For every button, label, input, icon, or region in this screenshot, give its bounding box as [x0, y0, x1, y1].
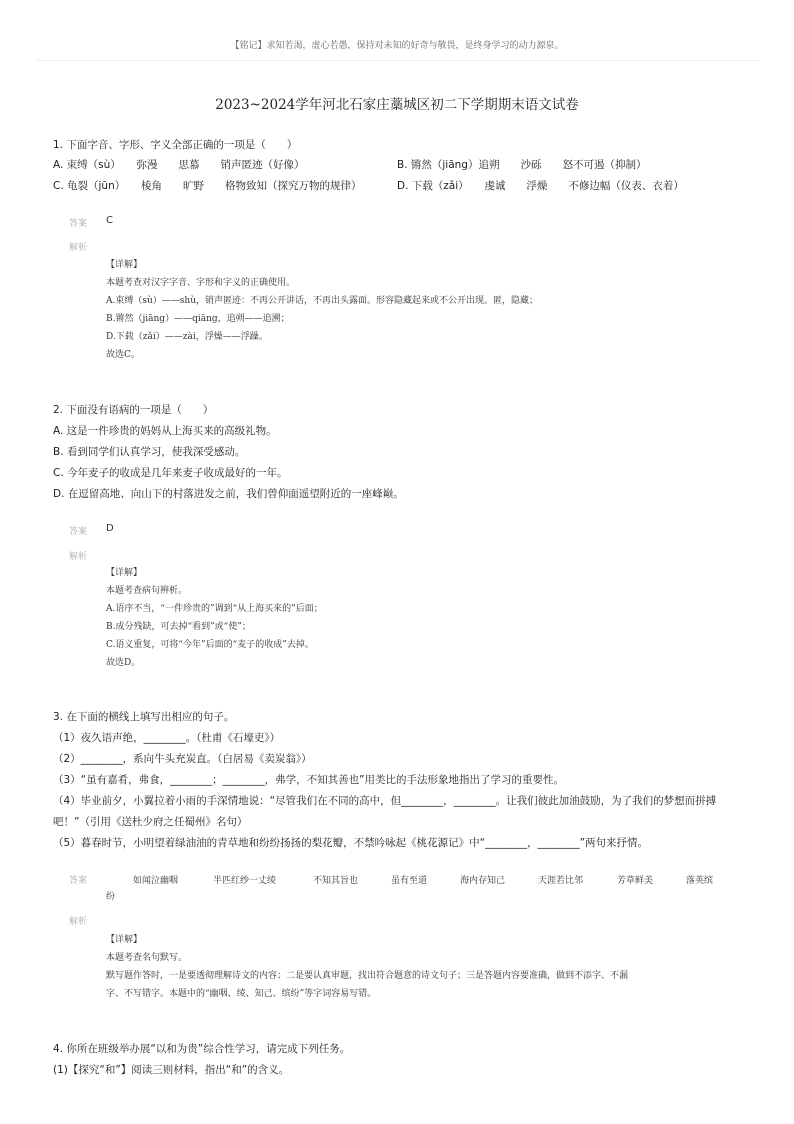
q2-option-c[interactable]: C. 今年麦子的收成是几年来麦子收成最好的一年。: [53, 467, 288, 479]
q3-exp-line: 字、不写错字。本题中的“幽咽、绫、知己、缤纷”等字词容易写错。: [106, 989, 377, 999]
q2-exp-line: B.成分残缺，可去掉“看到”或“使”；: [106, 622, 251, 632]
q3-answer-item: 虽有至道: [391, 876, 428, 886]
q3-exp-line: 默写题作答时，一是要透彻理解诗文的内容；二是要认真审题，找出符合题意的诗文句子；三是答题内容要准确，做到不添字、不漏: [106, 971, 629, 981]
q4-subtask-1: (1)【探究“和”】阅读三则材料，指出“和”的含义。: [53, 1064, 290, 1076]
q3-line: （2）________，系向牛头充炭直。（白居易《卖炭翁》）: [53, 753, 312, 765]
q1-answer-label: 答案: [69, 219, 88, 229]
q3-answer-item: 落英缤: [686, 876, 714, 886]
q1-exp-line: 故选C。: [106, 350, 140, 360]
q3-line: （3）“虽有嘉肴，弗食，________；________，弗学，不知其善也”用类比的手法形象地指出了学习的重要性。: [53, 774, 565, 786]
q1-exp-line: D.下载（zǎi）——zài，浮燥——浮躁。: [106, 332, 268, 342]
q1-stem: 1. 下面字音、字形、字义全部正确的一项是（ ）: [53, 139, 298, 151]
q2-answer-label: 答案: [69, 527, 88, 537]
q3-answer-label: 答案: [69, 876, 88, 886]
q4-stem: 4. 你所在班级举办展“以和为贵”综合性学习，请完成下列任务。: [53, 1043, 351, 1055]
q3-line: 吧！”（引用《送杜少府之任蜀州》名句）: [53, 816, 248, 828]
q2-exp-line: C.语义重复，可将“今年”后面的“麦子的收成”去掉。: [106, 640, 314, 650]
page-title: 2023~2024学年河北石家庄藁城区初二下学期期末语文试卷: [215, 97, 579, 113]
q3-line: （4）毕业前夕，小翼拉着小雨的手深情地说：“尽管我们在不同的高中，但________，________。让我们彼此加油鼓励，为了我们的梦想而拼搏: [53, 795, 717, 807]
q3-answer-item: 如闻泣幽咽: [133, 876, 179, 886]
q1-exp-line: 本题考查对汉字字音、字形和字义的正确使用。: [106, 278, 296, 288]
q2-exp-line: 故选D。: [106, 658, 141, 668]
q1-option-a[interactable]: A. 束缚（sù） 弥漫 思慕 销声匿迹（好像）: [53, 159, 305, 171]
q3-answer-item: 天涯若比邻: [538, 876, 584, 886]
q2-exp-line: A.语序不当，“一件珍贵的”调到“从上海买来的”后面；: [106, 604, 323, 614]
q1-analysis-label: 解析: [69, 243, 88, 253]
q2-option-d[interactable]: D. 在逗留高地、向山下的村落进发之前，我们曾仰面遥望附近的一座峰巅。: [53, 488, 404, 500]
q1-option-c[interactable]: C. 龟裂（jūn） 棱角 旷野 格物致知（探究万物的规律）: [53, 180, 362, 192]
q1-exp-line: B.锵然（jiāng）——qiāng，追朔——追溯；: [106, 314, 290, 324]
q1-option-b[interactable]: B. 锵然（jiāng）追朔 沙砾 怒不可遏（抑制）: [397, 159, 647, 171]
q3-line: （1）夜久语声绝，________。（杜甫《石壕吏》）: [53, 732, 281, 744]
motto-banner: 【铭记】求知若渴，虚心若愚，保持对未知的好奇与敬畏，是终身学习的动力源泉。: [230, 41, 564, 51]
q1-exp-line: A.束缚（sù）——shù，销声匿迹：不再公开讲话，不再出头露面。形容隐藏起来或不公开出现。匿，隐藏；: [106, 296, 538, 306]
q3-line: （5）暮春时节，小明望着绿油油的青草地和纷纷扬扬的梨花瓣，不禁吟咏起《桃花源记》中“________，________”两句来抒情。: [53, 837, 649, 849]
q2-option-a[interactable]: A. 这是一件珍贵的妈妈从上海买来的高级礼物。: [53, 425, 277, 437]
q3-answer-tail: 纷: [106, 892, 116, 902]
q3-stem: 3. 在下面的横线上填写出相应的句子。: [53, 711, 235, 723]
q3-exp-line: 【详解】: [106, 935, 143, 945]
q1-option-d[interactable]: D. 下载（zǎi） 虔诚 浮燥 不修边幅（仪表、衣着）: [397, 180, 684, 192]
q2-stem: 2. 下面没有语病的一项是（ ）: [53, 404, 214, 416]
q3-answer-item: 不知其旨也: [313, 876, 359, 886]
header-divider: [36, 60, 758, 61]
q2-exp-line: 【详解】: [106, 568, 143, 578]
q2-option-b[interactable]: B. 看到同学们认真学习，使我深受感动。: [53, 446, 246, 458]
q3-answer-item: 半匹红纱一丈绫: [213, 876, 277, 886]
q1-exp-line: 【详解】: [106, 260, 143, 270]
q3-answer-item: 芳草鲜美: [617, 876, 654, 886]
q3-answer-item: 海内存知己: [460, 876, 506, 886]
q2-exp-line: 本题考查病句辨析。: [106, 586, 188, 596]
q3-exp-line: 本题考查名句默写。: [106, 953, 188, 963]
q3-analysis-label: 解析: [69, 917, 88, 927]
q2-answer-value: D: [106, 523, 114, 534]
q1-answer-value: C: [106, 215, 113, 226]
q2-analysis-label: 解析: [69, 552, 88, 562]
